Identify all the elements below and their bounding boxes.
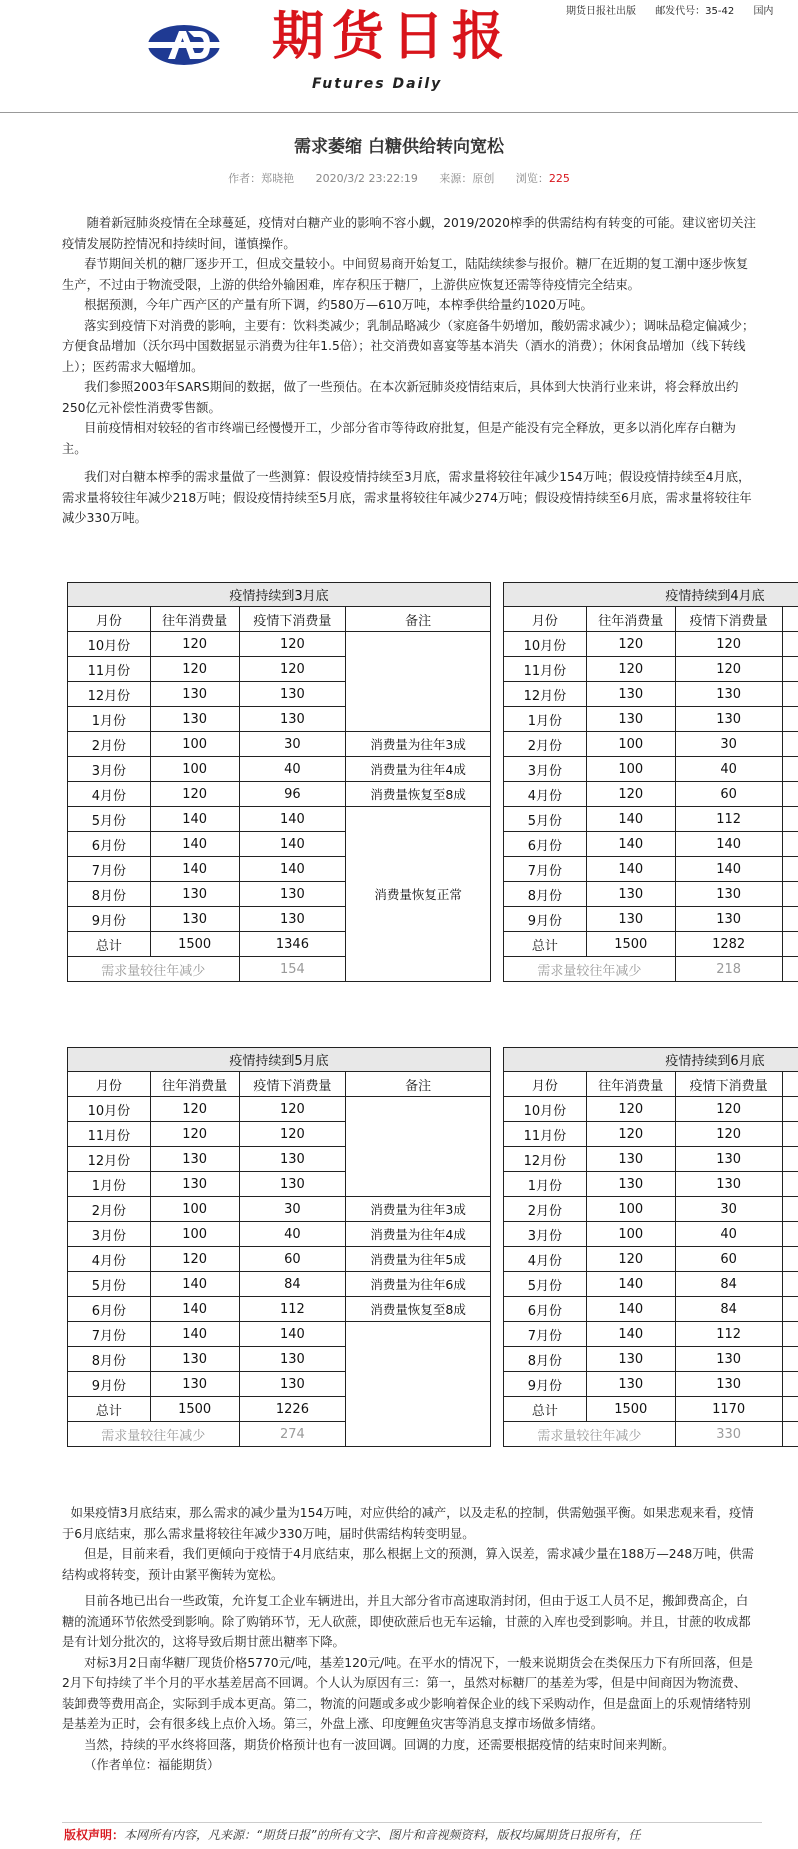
cell: 10月份 [504,632,587,657]
cell: 130 [239,707,346,732]
remark: 消费量恢复正常 [346,807,491,982]
cell: 120 [586,632,675,657]
cell: 130 [239,1372,346,1397]
cell: 2月份 [68,732,151,757]
cell: 3月份 [68,1222,151,1247]
cell: 1346 [239,932,346,957]
brand-name-en: Futures Daily [312,76,443,92]
col-header: 往年消费量 [586,607,675,632]
cell: 112 [675,1322,782,1347]
cell: 120 [675,1097,782,1122]
table-june-viewport [503,1047,798,1502]
col-header: 备注 [346,607,491,632]
cell: 112 [239,1297,346,1322]
cell [782,1097,798,1122]
cell [782,857,798,882]
cell: 130 [150,707,239,732]
cell: 1500 [150,932,239,957]
cell [782,757,798,782]
cell [782,732,798,757]
cell: 130 [675,1147,782,1172]
cell: 4月份 [504,1247,587,1272]
cell: 7月份 [504,1322,587,1347]
remark: 消费量为往年6成 [346,1272,491,1297]
cell: 140 [239,1322,346,1347]
views-count: 225 [548,172,570,185]
cell: 40 [239,1222,346,1247]
cell: 140 [239,807,346,832]
reduction-label: 需求量较往年减少 [68,957,240,982]
cell: 60 [675,1247,782,1272]
cell: 9月份 [68,907,151,932]
cell: 140 [586,1322,675,1347]
cell: 140 [586,1272,675,1297]
article-source: 来源：原创 [439,172,495,185]
site-header [0,0,798,113]
cell: 1月份 [504,1172,587,1197]
cell: 8月份 [68,1347,151,1372]
cell: 84 [675,1272,782,1297]
col-header: 疫情下消费量 [675,1072,782,1097]
cell: 100 [150,1197,239,1222]
author-affiliation: （作者单位：福能期货） [84,1758,220,1772]
cell: 140 [150,1297,239,1322]
remark-empty [346,1322,491,1447]
cell: 1月份 [68,707,151,732]
cell [782,707,798,732]
cell: 130 [586,682,675,707]
cell: 130 [675,1372,782,1397]
copyright-label: 版权声明： [64,1828,125,1842]
cell [782,1372,798,1397]
cell: 140 [239,857,346,882]
cell [782,1122,798,1147]
cell: 1170 [675,1397,782,1422]
table-june [503,1047,798,1447]
cell: 140 [675,832,782,857]
cell: 1月份 [68,1172,151,1197]
cell: 6月份 [504,1297,587,1322]
paragraph: 春节期间关机的糖厂逐步开工，但成交量较小。中间贸易商开始复工，陆陆续续参与报价。糖厂在近期的复工潮中逐步恢复生产，不过由于物流受限，上游的供给外输困难，库存积压于糖厂，上游供应恢复还需等待疫情完全结束。 [62,257,749,292]
cell: 1500 [150,1397,239,1422]
cell: 120 [150,632,239,657]
cell: 130 [150,1372,239,1397]
copyright-notice [64,1826,640,1843]
cell: 120 [675,657,782,682]
col-header: 疫情下消费量 [239,607,346,632]
cell: 2月份 [68,1197,151,1222]
cell: 130 [150,882,239,907]
cell: 140 [150,832,239,857]
cell [782,907,798,932]
remark: 消费量为往年4成 [346,757,491,782]
cell: 120 [239,1122,346,1147]
cell: 130 [586,1372,675,1397]
remark: 消费量为往年5成 [346,1247,491,1272]
cell: 130 [586,707,675,732]
cell [782,1397,798,1422]
cell [782,957,798,982]
cell: 7月份 [504,857,587,882]
cell: 120 [675,632,782,657]
cell: 130 [675,1172,782,1197]
col-header: 疫情下消费量 [675,607,782,632]
cell: 30 [675,732,782,757]
cell: 140 [586,832,675,857]
cell: 1500 [586,932,675,957]
cell: 4月份 [68,1247,151,1272]
cell: 12月份 [504,1147,587,1172]
cell [782,1222,798,1247]
cell: 130 [586,1347,675,1372]
cell: 140 [150,1272,239,1297]
cell: 84 [239,1272,346,1297]
cell: 120 [239,632,346,657]
paragraph: 但是，目前来看，我们更倾向于疫情于4月底结束，那么根据上文的预测，算入误差，需求减少量在188万—248万吨，供需结构或将转变，预计由紧平衡转为宽松。 [62,1547,754,1582]
paragraph: 我们对白糖本榨季的需求量做了一些测算：假设疫情持续至3月底，需求量将较往年减少154万吨；假设疫情持续至4月底，需求量将较往年减少218万吨；假设疫情持续至5月底，需求量将较往年减少274万吨；假设疫情持续至6月底，需求量将较往年减少330万吨。 [62,470,752,525]
cell [782,1347,798,1372]
cell: 4月份 [68,782,151,807]
cell: 6月份 [68,832,151,857]
cell: 96 [239,782,346,807]
cell: 40 [675,757,782,782]
article-views [516,172,570,185]
cell: 140 [675,857,782,882]
cell: 10月份 [68,632,151,657]
reduction-label: 需求量较往年减少 [504,957,676,982]
paragraph: 我们参照2003年SARS期间的数据，做了一些预估。在本次新冠肺炎疫情结束后，具体到大快消行业来讲，将会释放出约250亿元补偿性消费零售额。 [62,380,739,415]
cell: 6月份 [68,1297,151,1322]
cell [782,832,798,857]
table-april-viewport [503,582,798,1037]
publisher-label: 期货日报社出版 [566,6,636,17]
remark: 消费量为往年3成 [346,732,491,757]
paragraph: 对标3月2日南华糖厂现货价格5770元/吨，基差120元/吨。在平水的情况下，一般来说期货会在类保压力下有所回落，但是2月下旬持续了半个月的平水基差居高不回调。个人认为原因有三：第一，虽然对标糖厂的基差为零，但是中间商因为物流费、装卸费等费用高企，实际到手成本更高。第二，物流的问题或多或少影响着保企业的线下采购动作，但是盘面上的乐观情绪特别是基差为正时，会有很多线上点价入场。第三，外盘上涨、印度鲤鱼灾害等消息支撑市场做多情绪。 [62,1655,754,1731]
cell: 130 [150,907,239,932]
publisher-info [566,2,789,17]
cell: 12月份 [504,682,587,707]
cell: 4月份 [504,782,587,807]
cell: 120 [150,1122,239,1147]
cell [782,1297,798,1322]
table-march [67,582,491,982]
cell: 140 [150,1322,239,1347]
cell: 130 [239,882,346,907]
cell: 130 [239,682,346,707]
paragraph: 随着新冠肺炎疫情在全球蔓延，疫情对白糖产业的影响不容小觑，2019/2020榨季的供需结构有转变的可能。建议密切关注疫情发展防控情况和持续时间，谨慎操作。 [62,216,756,251]
col-header: 备注 [346,1072,491,1097]
cell: 140 [586,807,675,832]
table-may [67,1047,491,1447]
cell [782,632,798,657]
cell: 9月份 [68,1372,151,1397]
cell: 140 [586,1297,675,1322]
cell: 40 [239,757,346,782]
cell: 120 [239,657,346,682]
cell: 130 [150,1172,239,1197]
col-header: 往年消费量 [150,607,239,632]
cell: 11月份 [504,1122,587,1147]
cell: 100 [586,1197,675,1222]
cell: 10月份 [504,1097,587,1122]
cell: 11月份 [504,657,587,682]
cell [782,807,798,832]
extra-label[interactable]: 国内 [753,6,774,17]
cell: 7月份 [68,1322,151,1347]
cell: 9月份 [504,907,587,932]
postcode-label: 邮发代号：35-42 [655,6,735,17]
cell [782,1247,798,1272]
cell [782,1197,798,1222]
cell: 2月份 [504,732,587,757]
cell: 30 [239,732,346,757]
cell: 130 [150,1147,239,1172]
cell: 120 [586,1122,675,1147]
cell: 100 [150,732,239,757]
paragraph: 如果疫情3月底结束，那么需求的减少量为154万吨，对应供给的减产，以及走私的控制，供需勉强平衡。如果悲观来看，疫情于6月底结束，那么需求量将较往年减少330万吨，届时供需结构转变明显。 [62,1506,754,1541]
article-body-top [62,213,758,529]
cell: 130 [586,907,675,932]
cell: 6月份 [504,832,587,857]
cell: 120 [586,782,675,807]
cell: 130 [239,907,346,932]
cell: 5月份 [504,1272,587,1297]
cell: 1500 [586,1397,675,1422]
cell: 3月份 [68,757,151,782]
cell: 3月份 [504,1222,587,1247]
cell: 130 [675,682,782,707]
total-label: 总计 [68,932,151,957]
cell: 7月份 [68,857,151,882]
col-header: 月份 [504,1072,587,1097]
reduction-label: 需求量较往年减少 [504,1422,676,1447]
cell: 40 [675,1222,782,1247]
cell: 120 [239,1097,346,1122]
cell: 8月份 [504,882,587,907]
paragraph: 当然，持续的平水终将回落，期货价格预计也有一波回调。回调的力度，还需要根据疫情的结束时间来判断。 [84,1737,675,1752]
cell [782,1422,798,1447]
remark: 消费量恢复至8成 [346,1297,491,1322]
remark-empty [346,1097,491,1197]
cell: 11月份 [68,1122,151,1147]
cell: 10月份 [68,1097,151,1122]
cell [782,882,798,907]
table-title: 疫情持续到4月底 [504,583,798,607]
cell: 84 [675,1297,782,1322]
article-meta [0,170,798,186]
cell: 1282 [675,932,782,957]
cell: 5月份 [68,807,151,832]
cell: 140 [239,832,346,857]
cell: 120 [675,1122,782,1147]
cell: 8月份 [504,1347,587,1372]
cell: 30 [675,1197,782,1222]
cell: 130 [675,907,782,932]
cell: 140 [586,857,675,882]
cell [782,1322,798,1347]
cell: 11月份 [68,657,151,682]
cell [782,1147,798,1172]
remark: 消费量为往年3成 [346,1197,491,1222]
cell: 130 [586,1147,675,1172]
table-april [503,582,798,982]
reduction-value: 218 [675,957,782,982]
cell: 12月份 [68,682,151,707]
cell: 5月份 [504,807,587,832]
cell: 60 [239,1247,346,1272]
table-title: 疫情持续到3月底 [68,583,491,607]
col-header: 疫情下消费量 [239,1072,346,1097]
paragraph: 落实到疫情下对消费的影响，主要有：饮料类减少；乳制品略减少（家庭备牛奶增加，酸奶需求减少）；调味品稳定偏减少；方便食品增加（沃尔玛中国数据显示消费为往年1.5倍）；社交消费如喜宴等基本消失（酒水的消费）；休闲食品增加（线下转线上）；医药需求大幅增加。 [62,318,755,374]
views-label: 浏览： [515,172,549,185]
reduction-value: 154 [239,957,346,982]
cell [782,682,798,707]
remark: 消费量恢复至8成 [346,782,491,807]
futures-daily-logo-icon [146,23,222,67]
cell: 120 [150,1097,239,1122]
cell: 130 [239,1347,346,1372]
table-title: 疫情持续到6月底 [504,1048,798,1072]
cell [782,932,798,957]
brand-name-cn: 期货日报 [272,6,513,67]
cell: 130 [239,1147,346,1172]
col-header: 月份 [68,1072,151,1097]
article-title: 需求萎缩 白糖供给转向宽松 [294,137,504,157]
cell: 120 [586,1097,675,1122]
cell: 130 [150,1347,239,1372]
cell: 120 [150,1247,239,1272]
cell: 1226 [239,1397,346,1422]
paragraph: 根据预测，今年广西产区的产量有所下调，约580万—610万吨，本榨季供给量约1020万吨。 [84,298,593,312]
copyright-text: 本网所有内容，凡来源：“期货日报”的所有文字、图片和音视频资料，版权均属期货日报所有，任 [124,1828,641,1842]
cell: 140 [150,857,239,882]
reduction-value: 274 [239,1422,346,1447]
cell: 120 [586,1247,675,1272]
cell: 130 [675,882,782,907]
cell [782,657,798,682]
cell: 9月份 [504,1372,587,1397]
remark-empty [346,632,491,732]
remark: 消费量为往年4成 [346,1222,491,1247]
cell: 3月份 [504,757,587,782]
cell: 120 [150,657,239,682]
article-body-bottom [62,1503,758,1776]
col-header: 往年消费量 [150,1072,239,1097]
cell: 120 [150,782,239,807]
col-header: 月份 [68,607,151,632]
cell: 140 [150,807,239,832]
cell: 120 [586,657,675,682]
table-title: 疫情持续到5月底 [68,1048,491,1072]
col-header [782,607,798,632]
cell: 100 [150,1222,239,1247]
col-header [782,1072,798,1097]
divider [62,1822,762,1823]
total-label: 总计 [504,932,587,957]
cell: 100 [586,757,675,782]
article-datetime: 2020/3/2 23:22:19 [315,172,418,185]
paragraph: 目前疫情相对较轻的省市终端已经慢慢开工，少部分省市等待政府批复，但是产能没有完全释放，更多以消化库存白糖为主。 [62,421,736,456]
cell: 1月份 [504,707,587,732]
article-author: 作者：郑晓艳 [228,172,295,185]
cell: 130 [586,1172,675,1197]
reduction-label: 需求量较往年减少 [68,1422,240,1447]
col-header: 月份 [504,607,587,632]
cell: 8月份 [68,882,151,907]
cell: 100 [150,757,239,782]
total-label: 总计 [504,1397,587,1422]
cell: 112 [675,807,782,832]
cell: 100 [586,732,675,757]
cell [782,782,798,807]
total-label: 总计 [68,1397,151,1422]
cell: 130 [675,707,782,732]
cell: 12月份 [68,1147,151,1172]
cell: 100 [586,1222,675,1247]
cell: 130 [239,1172,346,1197]
reduction-value: 330 [675,1422,782,1447]
cell [782,1272,798,1297]
cell: 130 [150,682,239,707]
cell: 60 [675,782,782,807]
cell: 30 [239,1197,346,1222]
cell: 130 [675,1347,782,1372]
cell: 5月份 [68,1272,151,1297]
cell: 2月份 [504,1197,587,1222]
cell [782,1172,798,1197]
paragraph: 目前各地已出台一些政策，允许复工企业车辆进出，并且大部分省市高速取消封闭，但由于返工人员不足，搬卸费高企，白糖的流通环节依然受到影响。除了购销环节，无人砍蔗，即使砍蔗后也无车运输，甘蔗的入库也受到影响。并且，甘蔗的收成都是有计划分批次的，这将导致后期甘蔗出糖率下降。 [62,1594,751,1649]
col-header: 往年消费量 [586,1072,675,1097]
cell: 130 [586,882,675,907]
